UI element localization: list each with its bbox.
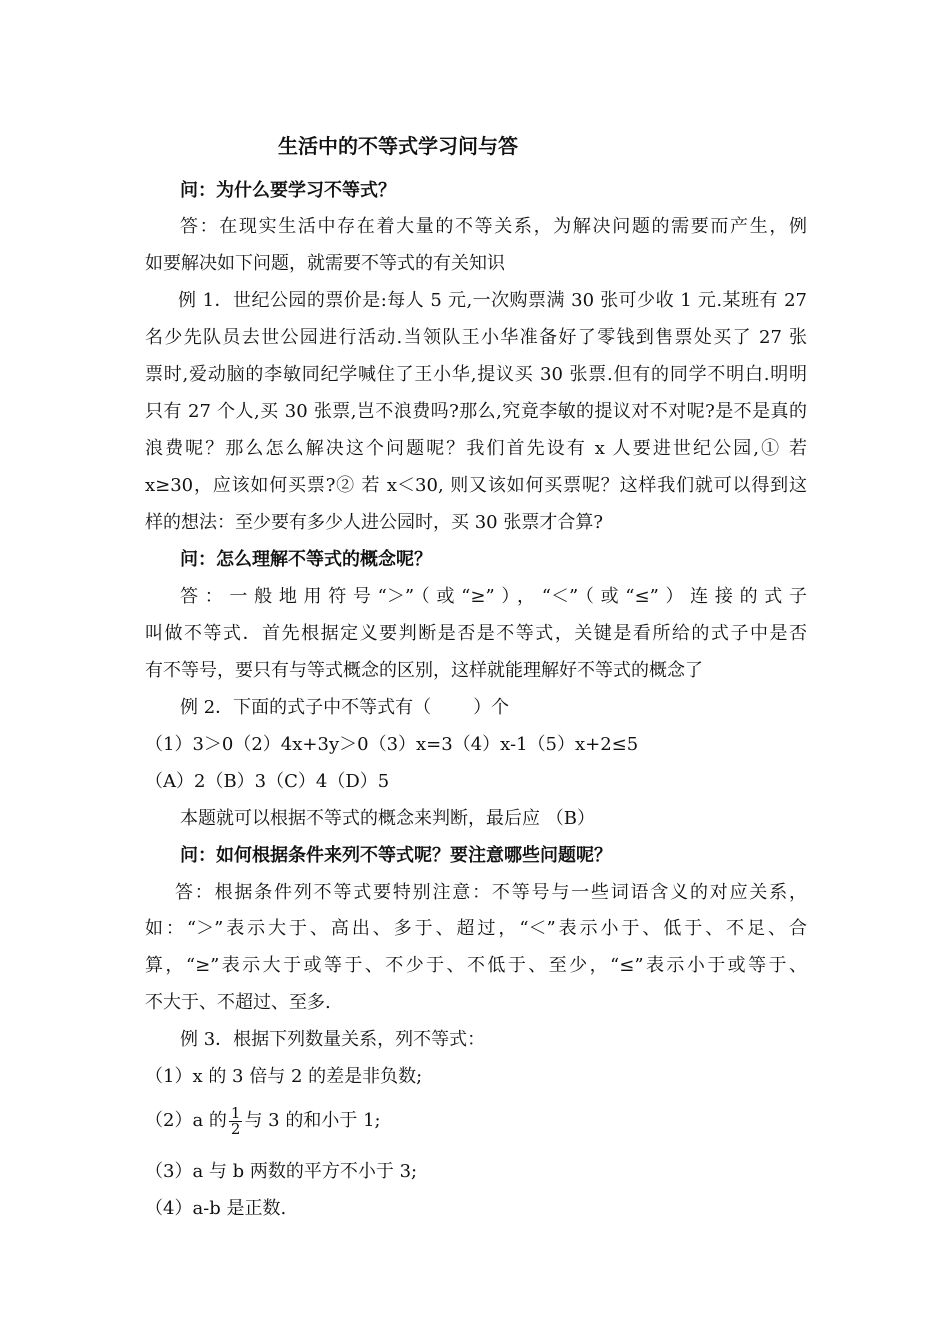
answer-3-line: 如：“＞”表示大于、高出、多于、超过，“＜”表示小于、低于、不足、合 [145, 918, 807, 939]
answer-1-line: 答：在现实生活中存在着大量的不等关系，为解决问题的需要而产生，例 [180, 216, 807, 237]
example-2-options: （A）2（B）3（C）4（D）5 [145, 771, 390, 792]
answer-3-line: 答：根据条件列不等式要特别注意：不等号与一些词语含义的对应关系， [175, 882, 807, 903]
example-3-item-2 [145, 1101, 807, 1141]
item-2-before: （2）a 的 [145, 1110, 227, 1131]
example-1-line: 例 1．世纪公园的票价是:每人 5 元,一次购票满 30 张可少收 1 元.某班有 27 [178, 290, 807, 311]
fraction-one-half [229, 1103, 243, 1138]
question-3: 问：如何根据条件来列不等式呢？要注意哪些问题呢？ [180, 845, 612, 866]
example-2-prompt [180, 697, 807, 719]
item-2-after: 与 3 的和小于 1; [244, 1110, 381, 1131]
example-3-intro: 例 3．根据下列数量关系，列不等式： [180, 1029, 486, 1050]
example-3-item-4: （4）a-b 是正数. [145, 1198, 287, 1219]
example-2-items: （1）3＞0（2）4x+3y＞0（3）x=3（4）x-1（5）x+2≤5 [145, 734, 639, 755]
answer-3-line: 算，“≥”表示大于或等于、不少于、不低于、至少，“≤”表示小于或等于、 [145, 955, 807, 976]
example-2-suffix: ）个 [473, 697, 510, 718]
example-3-item-1: （1）x 的 3 倍与 2 的差是非负数; [145, 1066, 423, 1087]
document-title: 生活中的不等式学习问与答 [278, 134, 518, 158]
fraction-denominator: 2 [230, 1119, 241, 1138]
example-1-line: 名少先队员去世公园进行活动.当领队王小华准备好了零钱到售票处买了 27 张 [145, 327, 807, 348]
example-1-line: 样的想法：至少要有多少人进公园时，买 30 张票才合算? [145, 512, 603, 533]
fraction-numerator: 1 [230, 1103, 241, 1122]
answer-3-line: 不大于、不超过、至多. [145, 992, 331, 1013]
question-2: 问：怎么理解不等式的概念呢？ [180, 549, 432, 570]
answer-2-line: 叫做不等式．首先根据定义要判断是否是不等式，关键是看所给的式子中是否 [145, 623, 807, 644]
example-3-item-3: （3）a 与 b 两数的平方不小于 3; [145, 1161, 418, 1182]
answer-1-line: 如要解决如下问题，就需要不等式的有关知识 [145, 253, 505, 274]
question-1: 问：为什么要学习不等式？ [180, 180, 396, 201]
example-1-line: 浪费呢？那么怎么解决这个问题呢？我们首先设有 x 人要进世纪公园,① 若 [145, 438, 807, 459]
answer-2-line: 答：一般地用符号“＞”（或“≥”），“＜”（或“≤”）连接的式子 [180, 586, 807, 607]
example-2-prefix: 例 2．下面的式子中不等式有（ [180, 697, 432, 718]
example-2-conclusion: 本题就可以根据不等式的概念来判断，最后应 （B） [180, 808, 595, 829]
example-1-line: x≥30，应该如何买票?② 若 x＜30, 则又该如何买票呢？这样我们就可以得到这 [145, 475, 807, 496]
example-1-line: 只有 27 个人,买 30 张票,岂不浪费吗?那么,究竟李敏的提议对不对呢?是不是真的 [145, 401, 807, 422]
answer-2-line: 有不等号，要只有与等式概念的区别，这样就能理解好不等式的概念了 [145, 660, 703, 681]
example-1-line: 票时,爱动脑的李敏同纪学喊住了王小华,提议买 30 张票.但有的同学不明白.明明 [145, 364, 807, 385]
